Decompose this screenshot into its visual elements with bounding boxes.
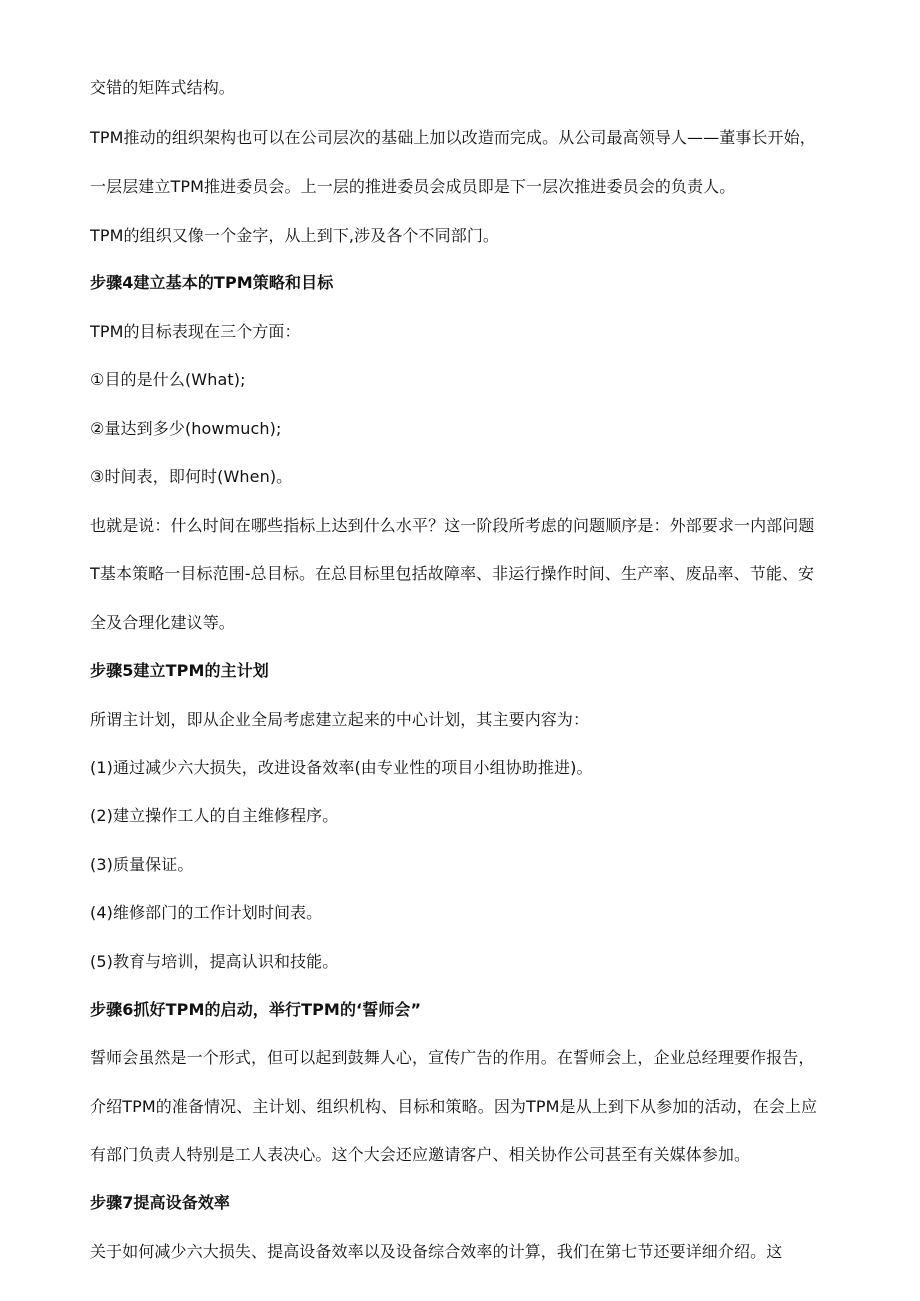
list-item: ①目的是什么(What);	[90, 370, 246, 389]
section-heading-step5: 步骤5建立TPM的主计划	[90, 661, 269, 680]
section-heading-step7: 步骤7提高设备效率	[90, 1193, 231, 1212]
text-line: 誓师会虽然是一个形式，但可以起到鼓舞人心，宣传广告的作用。在誓师会上，企业总经理要作报告，	[90, 1048, 815, 1067]
list-item: (2)建立操作工人的自主维修程序。	[90, 806, 339, 825]
text-line: TPM的组织又像一个金字，从上到下,涉及各个不同部门。	[90, 226, 500, 245]
text-line: T基本策略一目标范围-总目标。在总目标里包括故障率、非运行操作时间、生产率、废品率、节能、安	[90, 564, 815, 583]
list-item: (1)通过减少六大损失，改进设备效率(由专业性的项目小组协助推进)。	[90, 758, 593, 777]
text-line: 一层层建立TPM推进委员会。上一层的推进委员会成员即是下一层次推进委员会的负责人。	[90, 177, 736, 196]
text-line: TPM的目标表现在三个方面：	[90, 322, 301, 341]
list-item: (5)教育与培训，提高认识和技能。	[90, 952, 339, 971]
text-line: 所谓主计划，即从企业全局考虑建立起来的中心计划，其主要内容为：	[90, 710, 590, 729]
text-line: 交错的矩阵式结构。	[90, 78, 235, 97]
text-line: 有部门负责人特别是工人表决心。这个大会还应邀请客户、相关协作公司甚至有关媒体参加。	[90, 1145, 751, 1164]
text-line: 全及合理化建议等。	[90, 613, 235, 632]
text-line: TPM推动的组织架构也可以在公司层次的基础上加以改造而完成。从公司最高领导人——董事长开始，	[90, 128, 816, 147]
list-item: (4)维修部门的工作计划时间表。	[90, 903, 323, 922]
section-heading-step4: 步骤4建立基本的TPM策略和目标	[90, 273, 334, 292]
text-line: 介绍TPM的准备情况、主计划、组织机构、目标和策略。因为TPM是从上到下从参加的活动，在会上应	[90, 1097, 818, 1116]
section-heading-step6: 步骤6抓好TPM的启动，举行TPM的‘誓师会”	[90, 1000, 422, 1019]
list-item: ③时间表，即何时(When)。	[90, 467, 293, 486]
text-line: 关于如何减少六大损失、提高设备效率以及设备综合效率的计算，我们在第七节还要详细介绍。这	[90, 1242, 783, 1261]
list-item: (3)质量保证。	[90, 855, 194, 874]
text-line: 也就是说：什么时间在哪些指标上达到什么水平？这一阶段所考虑的问题顺序是：外部要求一内部问题	[90, 516, 815, 535]
list-item: ②量达到多少(howmuch);	[90, 419, 282, 438]
